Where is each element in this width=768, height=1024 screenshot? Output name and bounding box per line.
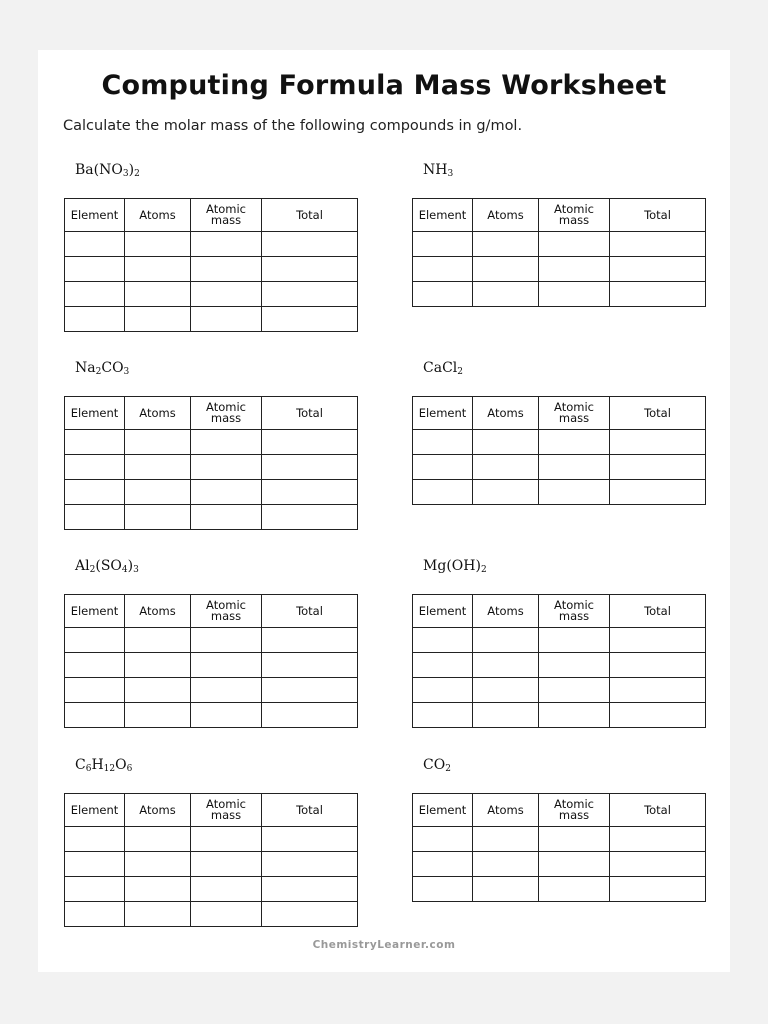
answer-cell[interactable] <box>125 257 191 282</box>
table-row <box>413 232 706 257</box>
header-atoms: Atoms <box>125 199 191 232</box>
answer-cell[interactable] <box>413 877 473 902</box>
table-row <box>65 653 358 678</box>
answer-cell[interactable] <box>65 480 125 505</box>
answer-cell[interactable] <box>539 257 610 282</box>
answer-cell[interactable] <box>65 852 125 877</box>
header-atoms: Atoms <box>473 397 539 430</box>
answer-cell[interactable] <box>539 678 610 703</box>
answer-cell[interactable] <box>262 827 358 852</box>
table-row <box>65 480 358 505</box>
header-atomic-mass: Atomic mass <box>539 794 610 827</box>
answer-cell[interactable] <box>413 653 473 678</box>
answer-cell[interactable] <box>191 827 262 852</box>
table-row <box>413 282 706 307</box>
answer-cell[interactable] <box>539 703 610 728</box>
answer-cell[interactable] <box>262 430 358 455</box>
answer-cell[interactable] <box>65 678 125 703</box>
answer-cell[interactable] <box>65 232 125 257</box>
compound-formula: $NH_3$ <box>423 162 454 179</box>
header-atoms: Atoms <box>125 397 191 430</box>
table-row <box>65 852 358 877</box>
answer-cell[interactable] <box>191 282 262 307</box>
formula-mass-table <box>64 396 358 530</box>
answer-cell[interactable] <box>191 232 262 257</box>
answer-cell[interactable] <box>610 628 706 653</box>
answer-cell[interactable] <box>610 455 706 480</box>
answer-cell[interactable] <box>413 232 473 257</box>
table-row <box>413 653 706 678</box>
answer-cell[interactable] <box>473 480 539 505</box>
header-atomic-mass: Atomic mass <box>191 595 262 628</box>
table-row <box>413 430 706 455</box>
header-total: Total <box>262 794 358 827</box>
answer-cell[interactable] <box>262 902 358 927</box>
answer-cell[interactable] <box>125 852 191 877</box>
table-row <box>413 877 706 902</box>
answer-cell[interactable] <box>473 282 539 307</box>
answer-cell[interactable] <box>539 628 610 653</box>
answer-cell[interactable] <box>125 703 191 728</box>
answer-cell[interactable] <box>262 232 358 257</box>
header-total: Total <box>610 595 706 628</box>
formula-mass-table <box>412 198 706 307</box>
header-element: Element <box>65 595 125 628</box>
compound-formula: CaCl$_2$ <box>423 360 464 377</box>
answer-cell[interactable] <box>191 653 262 678</box>
header-atomic-mass: Atomic mass <box>539 397 610 430</box>
compound-formula: $Na_2CO_3$ <box>75 360 130 377</box>
answer-cell[interactable] <box>191 852 262 877</box>
header-atomic-mass: Atomic mass <box>539 199 610 232</box>
answer-cell[interactable] <box>610 257 706 282</box>
answer-cell[interactable] <box>262 307 358 332</box>
table-row <box>65 455 358 480</box>
answer-cell[interactable] <box>65 653 125 678</box>
answer-cell[interactable] <box>539 232 610 257</box>
table-row <box>65 827 358 852</box>
table-row <box>413 678 706 703</box>
answer-cell[interactable] <box>65 902 125 927</box>
answer-cell[interactable] <box>473 257 539 282</box>
answer-cell[interactable] <box>610 852 706 877</box>
header-atoms: Atoms <box>125 595 191 628</box>
header-atoms: Atoms <box>125 794 191 827</box>
table-row <box>65 678 358 703</box>
answer-cell[interactable] <box>125 877 191 902</box>
page-title: Computing Formula Mass Worksheet <box>101 70 667 101</box>
table-row <box>413 480 706 505</box>
table-row <box>65 902 358 927</box>
answer-cell[interactable] <box>473 877 539 902</box>
answer-cell[interactable] <box>413 257 473 282</box>
table-row <box>65 282 358 307</box>
answer-cell[interactable] <box>191 628 262 653</box>
answer-cell[interactable] <box>262 505 358 530</box>
answer-cell[interactable] <box>539 480 610 505</box>
answer-cell[interactable] <box>65 307 125 332</box>
answer-cell[interactable] <box>191 480 262 505</box>
answer-cell[interactable] <box>539 653 610 678</box>
header-element: Element <box>65 397 125 430</box>
formula-mass-table <box>412 594 706 728</box>
answer-cell[interactable] <box>413 628 473 653</box>
answer-cell[interactable] <box>610 232 706 257</box>
header-total: Total <box>262 595 358 628</box>
answer-cell[interactable] <box>473 455 539 480</box>
compound-formula: $Mg(OH)_2$ <box>423 558 487 575</box>
answer-cell[interactable] <box>539 852 610 877</box>
source-watermark: ChemistryLearner.com <box>312 939 456 951</box>
answer-cell[interactable] <box>473 827 539 852</box>
answer-cell[interactable] <box>65 877 125 902</box>
answer-cell[interactable] <box>65 257 125 282</box>
answer-cell[interactable] <box>262 628 358 653</box>
answer-cell[interactable] <box>473 232 539 257</box>
instructions: Calculate the molar mass of the following compounds in g/mol. <box>63 118 523 134</box>
header-total: Total <box>262 397 358 430</box>
header-total: Total <box>610 794 706 827</box>
answer-cell[interactable] <box>65 827 125 852</box>
table-row <box>413 852 706 877</box>
answer-cell[interactable] <box>125 480 191 505</box>
header-total: Total <box>610 397 706 430</box>
answer-cell[interactable] <box>610 430 706 455</box>
answer-cell[interactable] <box>413 455 473 480</box>
answer-cell[interactable] <box>473 653 539 678</box>
answer-cell[interactable] <box>65 282 125 307</box>
answer-cell[interactable] <box>65 505 125 530</box>
answer-cell[interactable] <box>610 827 706 852</box>
answer-cell[interactable] <box>473 703 539 728</box>
header-element: Element <box>65 199 125 232</box>
header-element: Element <box>413 397 473 430</box>
formula-mass-table <box>412 396 706 505</box>
answer-cell[interactable] <box>191 678 262 703</box>
table-row <box>413 257 706 282</box>
table-row <box>413 703 706 728</box>
answer-cell[interactable] <box>413 430 473 455</box>
answer-cell[interactable] <box>539 877 610 902</box>
answer-cell[interactable] <box>473 628 539 653</box>
answer-cell[interactable] <box>191 257 262 282</box>
answer-cell[interactable] <box>413 678 473 703</box>
answer-cell[interactable] <box>610 703 706 728</box>
header-element: Element <box>413 794 473 827</box>
answer-cell[interactable] <box>191 902 262 927</box>
answer-cell[interactable] <box>125 430 191 455</box>
answer-cell[interactable] <box>539 827 610 852</box>
answer-cell[interactable] <box>413 703 473 728</box>
table-row <box>65 232 358 257</box>
formula-mass-table <box>64 198 358 332</box>
table-row <box>65 628 358 653</box>
table-row <box>65 307 358 332</box>
answer-cell[interactable] <box>473 678 539 703</box>
header-element: Element <box>65 794 125 827</box>
answer-cell[interactable] <box>262 257 358 282</box>
formula-mass-table <box>64 594 358 728</box>
answer-cell[interactable] <box>413 852 473 877</box>
table-row <box>413 628 706 653</box>
header-element: Element <box>413 199 473 232</box>
answer-cell[interactable] <box>262 877 358 902</box>
table-row <box>65 430 358 455</box>
answer-cell[interactable] <box>191 877 262 902</box>
answer-cell[interactable] <box>539 430 610 455</box>
header-atomic-mass: Atomic mass <box>191 794 262 827</box>
answer-cell[interactable] <box>191 455 262 480</box>
table-row <box>413 827 706 852</box>
header-atomic-mass: Atomic mass <box>539 595 610 628</box>
table-row <box>65 877 358 902</box>
answer-cell[interactable] <box>65 628 125 653</box>
answer-cell[interactable] <box>191 430 262 455</box>
header-atomic-mass: Atomic mass <box>191 199 262 232</box>
answer-cell[interactable] <box>125 232 191 257</box>
answer-cell[interactable] <box>413 827 473 852</box>
answer-cell[interactable] <box>125 307 191 332</box>
answer-cell[interactable] <box>262 455 358 480</box>
answer-cell[interactable] <box>191 307 262 332</box>
answer-cell[interactable] <box>413 480 473 505</box>
compound-formula: $Al_2(SO_4)_3$ <box>75 558 139 575</box>
answer-cell[interactable] <box>610 877 706 902</box>
answer-cell[interactable] <box>473 430 539 455</box>
answer-cell[interactable] <box>473 852 539 877</box>
formula-mass-table <box>64 793 358 927</box>
answer-cell[interactable] <box>610 653 706 678</box>
answer-cell[interactable] <box>262 480 358 505</box>
compound-formula: $CO_2$ <box>423 757 451 774</box>
header-atoms: Atoms <box>473 199 539 232</box>
answer-cell[interactable] <box>262 852 358 877</box>
answer-cell[interactable] <box>125 678 191 703</box>
header-total: Total <box>262 199 358 232</box>
answer-cell[interactable] <box>191 703 262 728</box>
answer-cell[interactable] <box>610 282 706 307</box>
header-total: Total <box>610 199 706 232</box>
answer-cell[interactable] <box>262 678 358 703</box>
answer-cell[interactable] <box>125 653 191 678</box>
answer-cell[interactable] <box>610 480 706 505</box>
header-atoms: Atoms <box>473 595 539 628</box>
answer-cell[interactable] <box>262 703 358 728</box>
compound-formula: $C_6H_{12}O_6$ <box>75 757 133 774</box>
answer-cell[interactable] <box>125 282 191 307</box>
compound-formula: $Ba(NO_3)_2$ <box>75 162 140 179</box>
table-row <box>413 455 706 480</box>
answer-cell[interactable] <box>125 902 191 927</box>
answer-cell[interactable] <box>65 455 125 480</box>
answer-cell[interactable] <box>65 430 125 455</box>
header-atoms: Atoms <box>473 794 539 827</box>
answer-cell[interactable] <box>610 678 706 703</box>
answer-cell[interactable] <box>125 628 191 653</box>
table-row <box>65 703 358 728</box>
answer-cell[interactable] <box>413 282 473 307</box>
answer-cell[interactable] <box>191 505 262 530</box>
answer-cell[interactable] <box>262 282 358 307</box>
answer-cell[interactable] <box>539 455 610 480</box>
table-row <box>65 257 358 282</box>
header-atomic-mass: Atomic mass <box>191 397 262 430</box>
header-element: Element <box>413 595 473 628</box>
table-row <box>65 505 358 530</box>
answer-cell[interactable] <box>262 653 358 678</box>
answer-cell[interactable] <box>65 703 125 728</box>
answer-cell[interactable] <box>125 505 191 530</box>
answer-cell[interactable] <box>539 282 610 307</box>
answer-cell[interactable] <box>125 827 191 852</box>
answer-cell[interactable] <box>125 455 191 480</box>
formula-mass-table <box>412 793 706 902</box>
